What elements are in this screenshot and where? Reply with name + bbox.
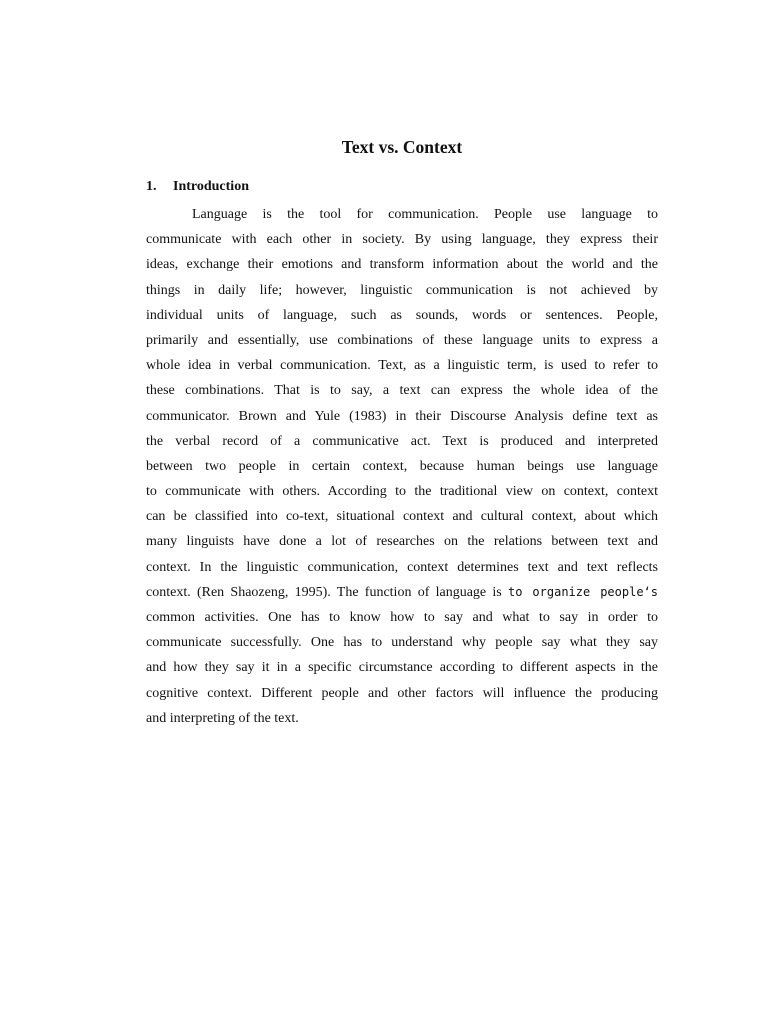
paragraph-line: and how they say it in a specific circumstance according to different aspects in the	[146, 660, 658, 676]
paragraph-line: between two people in certain context, because human beings use language	[146, 458, 658, 474]
paragraph-line: can be classified into co-text, situational context and cultural context, about which	[146, 509, 658, 525]
paragraph-line: the verbal record of a communicative act. Text is produced and interpreted	[146, 433, 658, 449]
paragraph-line: common activities. One has to know how to say and what to say in order to	[146, 610, 658, 625]
paragraph-line: whole idea in verbal communication. Text, as a linguistic term, is used to refer to	[146, 358, 658, 374]
paragraph-line: communicate successfully. One has to understand why people say what they say	[146, 635, 658, 651]
paragraph-line: communicator. Brown and Yule (1983) in their Discourse Analysis define text as	[146, 408, 658, 424]
paragraph-line: Language is the tool for communication. People use language to	[192, 207, 658, 222]
section-title: Introduction	[173, 179, 249, 194]
paragraph-line: primarily and essentially, use combinations of these language units to express a	[146, 332, 658, 348]
paragraph-line: many linguists have done a lot of researches on the relations between text and	[146, 534, 658, 550]
paragraph-line: cognitive context. Different people and other factors will influence the producing	[146, 685, 658, 701]
paragraph-line: things in daily life; however, linguistic communication is not achieved by	[146, 282, 658, 298]
paragraph-line-mono-text: to organize people‘s	[508, 584, 658, 599]
paragraph-line: these combinations. That is to say, a text can express the whole idea of the	[146, 383, 658, 399]
page-title: Text vs. Context	[341, 137, 463, 157]
introduction-paragraph	[146, 202, 658, 731]
paragraph-line: and interpreting of the text.	[146, 710, 299, 726]
paragraph-line	[146, 580, 658, 605]
paragraph-line: context. In the linguistic communication, context determines text and text reflects	[146, 559, 658, 575]
section-number: 1.	[146, 179, 157, 194]
paragraph-line: to communicate with others. According to the traditional view on context, context	[146, 484, 658, 500]
paragraph-line: ideas, exchange their emotions and transform information about the world and the	[146, 257, 658, 273]
section-heading	[146, 178, 249, 196]
paragraph-line: communicate with each other in society. By using language, they express their	[146, 232, 658, 248]
paragraph-line-text: context. (Ren Shaozeng, 1995). The function of language is	[146, 584, 508, 600]
paragraph-line: individual units of language, such as sounds, words or sentences. People,	[146, 307, 658, 323]
